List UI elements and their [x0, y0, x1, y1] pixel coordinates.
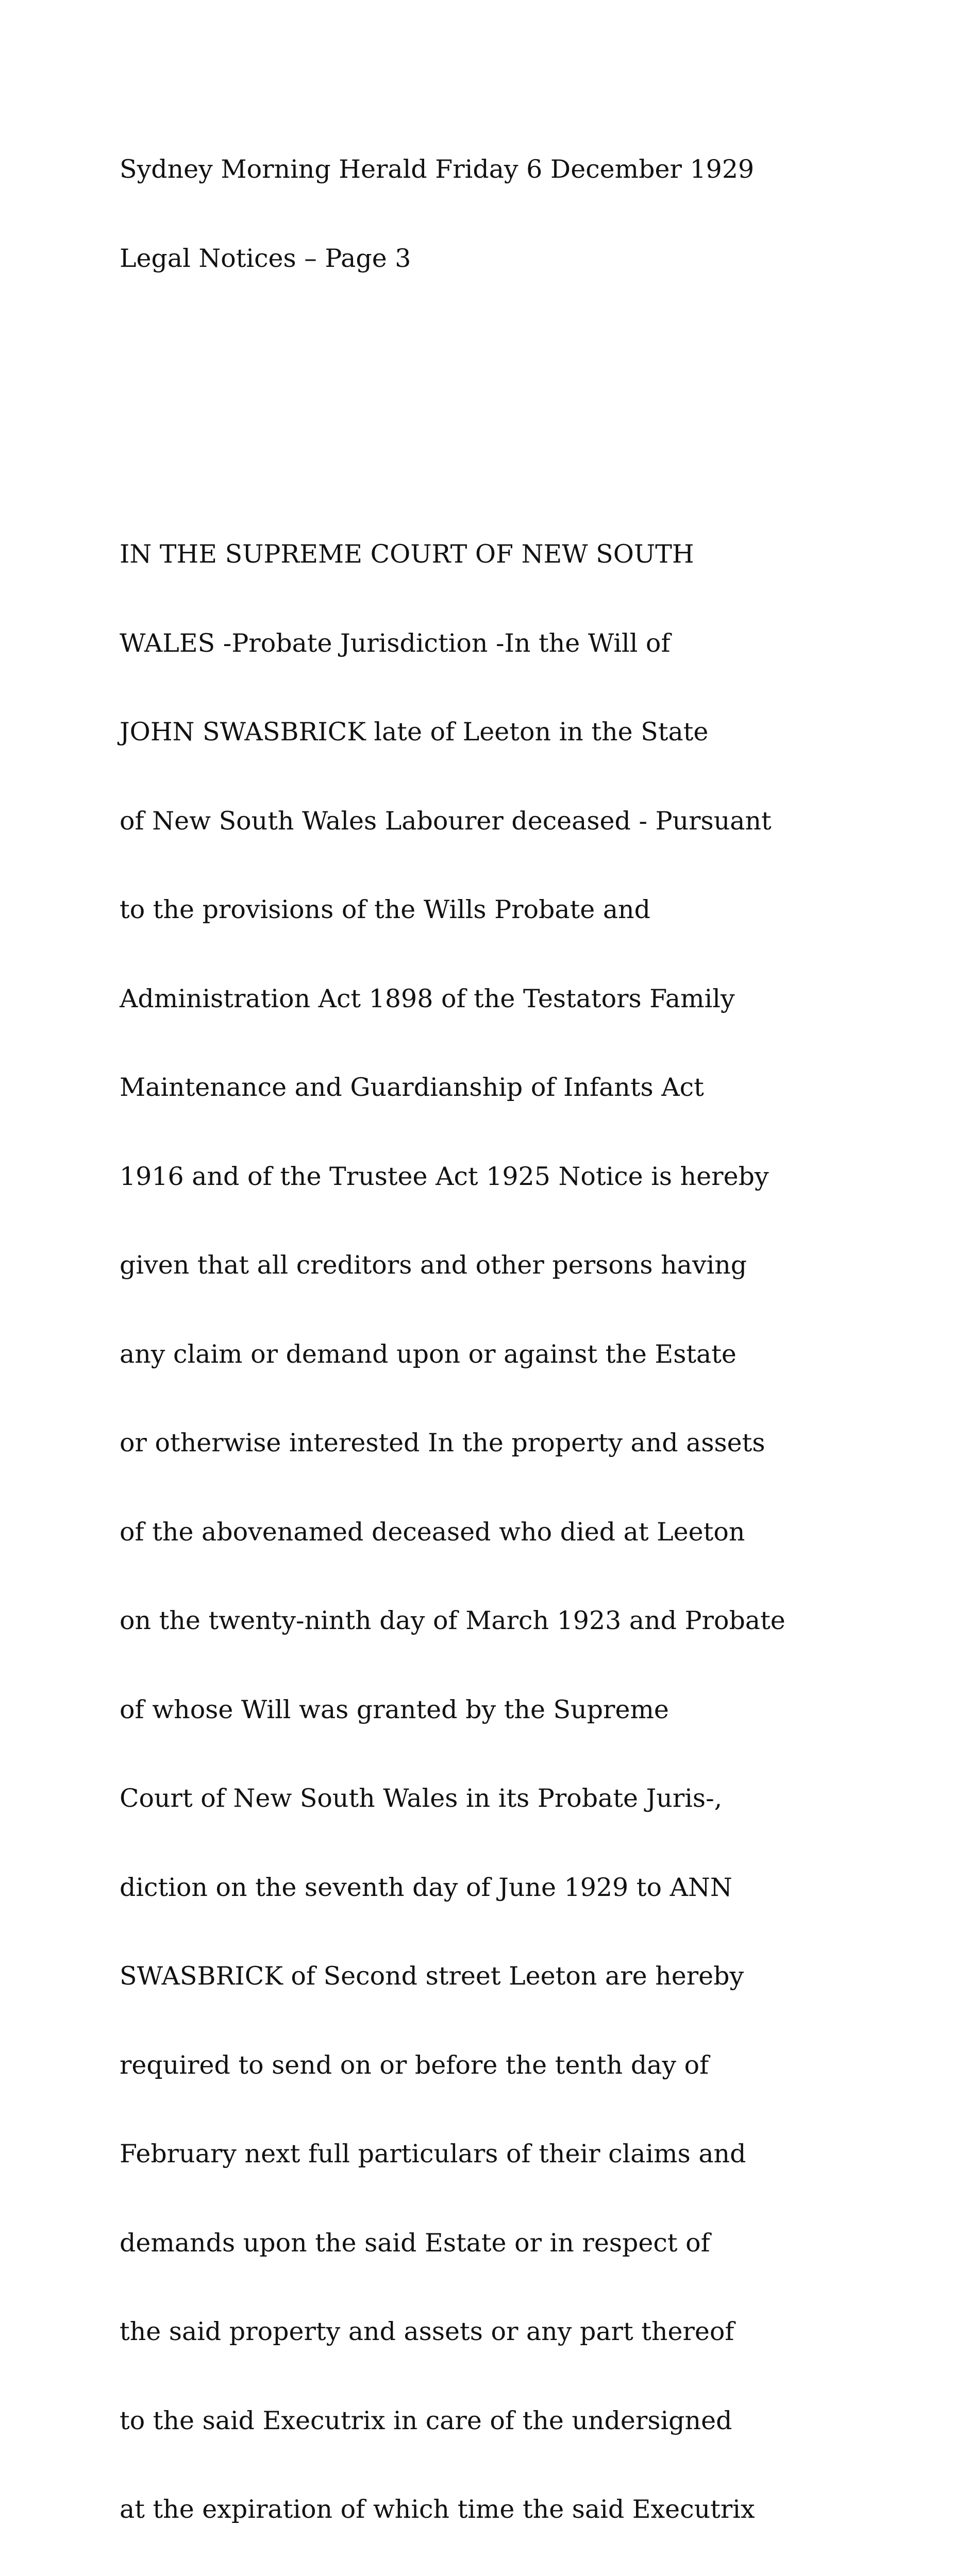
notice-line: or otherwise interested In the property and assets: [120, 1428, 765, 1458]
header-line: Sydney Morning Herald Friday 6 December 1929: [120, 155, 755, 184]
text-block: [120, 36, 835, 2576]
notice-line: diction on the seventh day of June 1929 to ANN: [120, 1872, 732, 1902]
notice-line: JOHN SWASBRICK late of Leeton in the State: [120, 717, 709, 747]
notice-line: any claim or demand upon or against the Estate: [120, 1339, 736, 1369]
notice-line: required to send on or before the tenth day of: [120, 2050, 709, 2080]
header-line: Legal Notices – Page 3: [120, 243, 411, 273]
paragraph-gap: [120, 392, 835, 421]
notice-line: the said property and assets or any part thereof: [120, 2317, 734, 2346]
notice-line: WALES -Probate Jurisdiction -In the Will of: [120, 628, 671, 658]
notice-line: demands upon the said Estate or in respect of: [120, 2228, 710, 2258]
notice-line: Court of New South Wales in its Probate Juris-,: [120, 1784, 723, 1813]
notice-line: IN THE SUPREME COURT OF NEW SOUTH: [120, 539, 694, 569]
notice-line: 1916 and of the Trustee Act 1925 Notice is hereby: [120, 1161, 769, 1191]
notice-line: of whose Will was granted by the Supreme: [120, 1694, 669, 1724]
notice-line: SWASBRICK of Second street Leeton are hereby: [120, 1961, 744, 1991]
notice-line: February next full particulars of their claims and: [120, 2139, 746, 2168]
notice-line: of New South Wales Labourer deceased - Pursuant: [120, 806, 772, 836]
notice-line: of the abovenamed deceased who died at Leeton: [120, 1517, 745, 1547]
notice-line: to the said Executrix in care of the undersigned: [120, 2405, 732, 2435]
notice-line: at the expiration of which time the said Executrix: [120, 2495, 755, 2524]
notice-line: Maintenance and Guardianship of Infants Act: [120, 1073, 704, 1102]
notice-line: to the provisions of the Wills Probate and: [120, 895, 650, 924]
page-header: [120, 95, 835, 332]
legal-notice: [120, 480, 835, 2576]
notice-line: on the twenty-ninth day of March 1923 and Probate: [120, 1606, 785, 1635]
notice-line: given that all creditors and other persons having: [120, 1250, 747, 1280]
notice-line: Administration Act 1898 of the Testators Family: [120, 984, 735, 1013]
